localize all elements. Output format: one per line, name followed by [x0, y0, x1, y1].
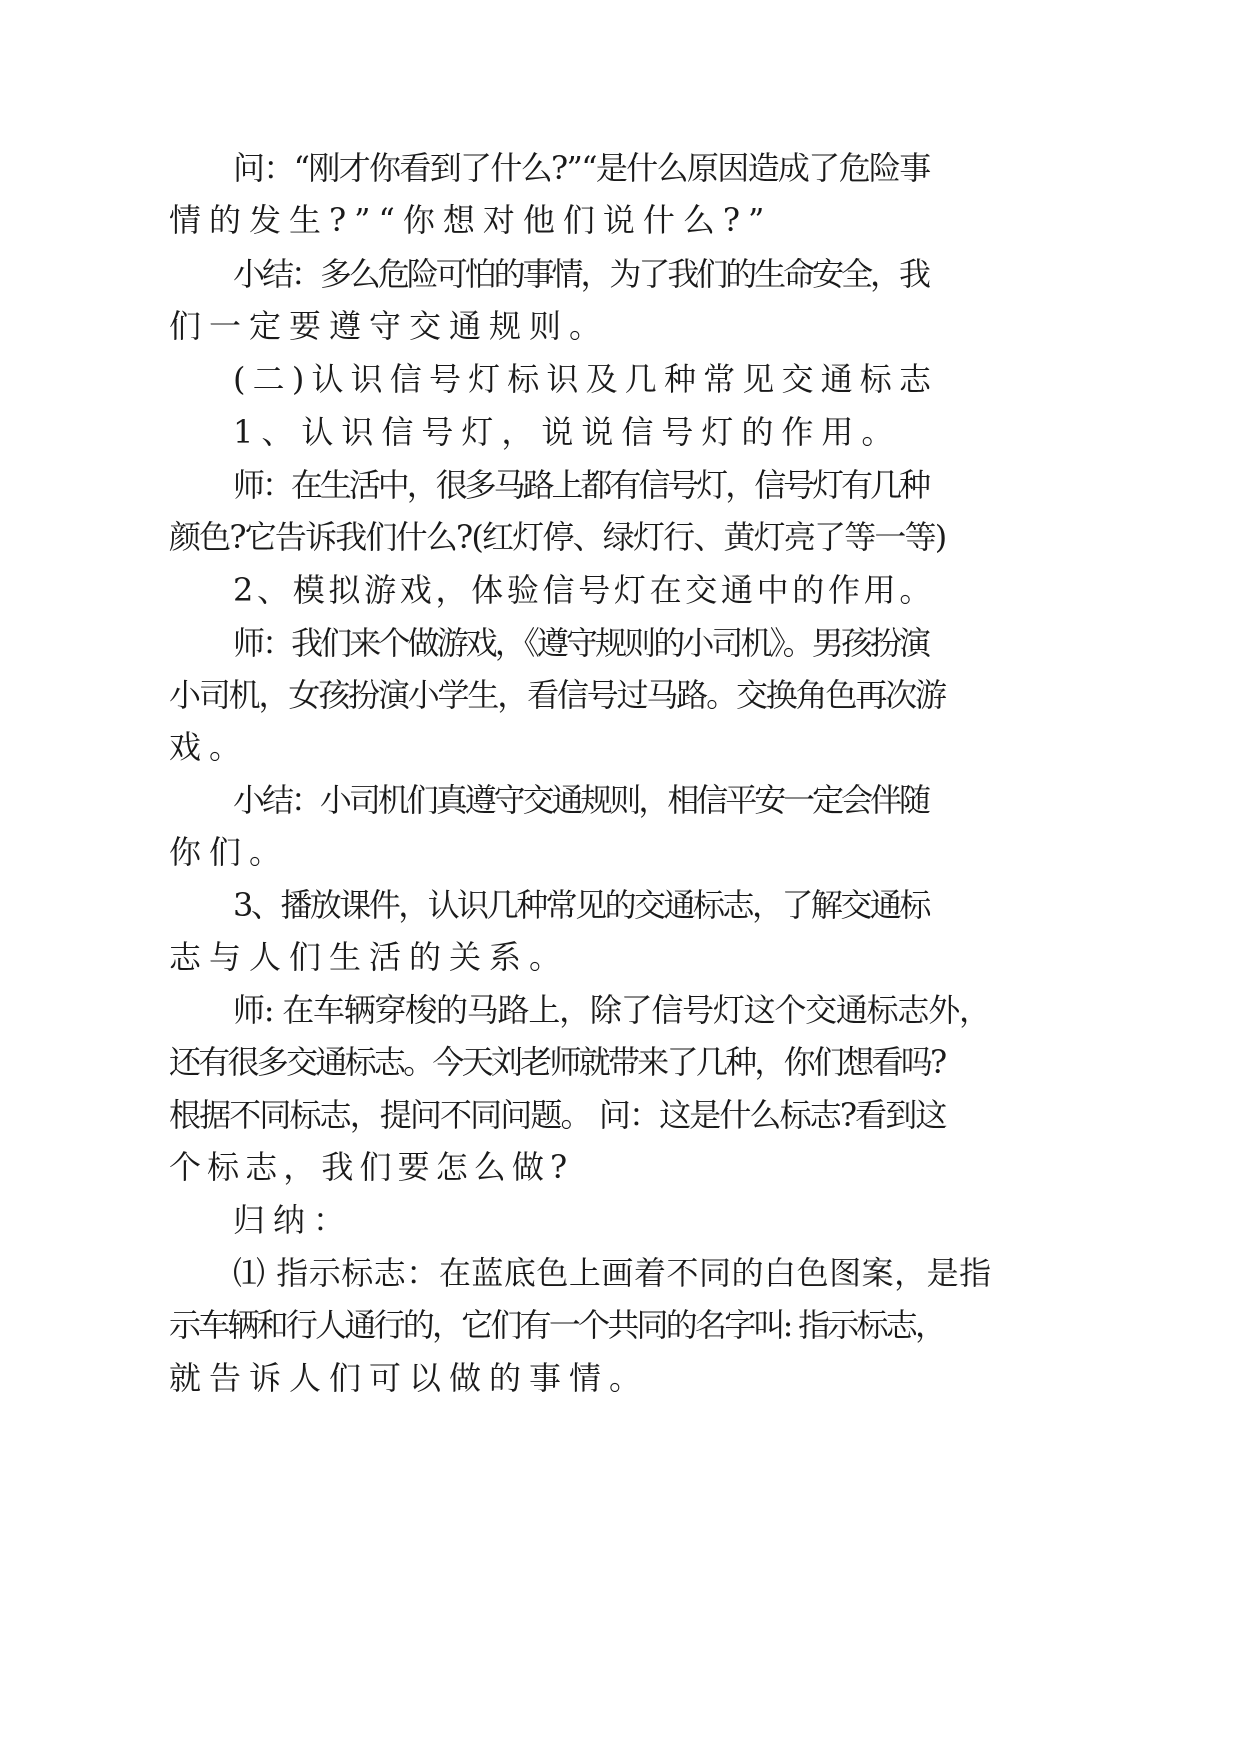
line-9: 2、模拟游戏，体验信号灯在交通中的作用。 [233, 571, 936, 609]
line-12: 戏。 [169, 728, 250, 766]
line-4: 们一定要遵守交通规则。 [169, 307, 610, 345]
line-6: 1、认识信号灯，说说信号灯的作用。 [233, 413, 902, 451]
line-22: ⑴ 指示标志：在蓝底色上画着不同的白色图案，是指 [233, 1254, 992, 1292]
line-13: 小结：小司机们真遵守交通规则，相信平安一定会伴随 [233, 781, 928, 819]
line-2: 情的发生?”“你想对他们说什么?” [169, 201, 773, 239]
line-24: 就告诉人们可以做的事情。 [169, 1359, 650, 1397]
line-17: 师: 在车辆穿梭的马路上，除了信号灯这个交通标志外， [233, 991, 990, 1029]
line-14: 你们。 [169, 833, 290, 871]
line-11: 小司机，女孩扮演小学生，看信号过马路。交换角色再次游 [169, 676, 945, 714]
line-10: 师：我们来个做游戏，《遵守规则的小司机》。男孩扮演 [233, 624, 929, 662]
line-20: 个标志，我们要怎么做? [169, 1148, 574, 1186]
line-16: 志与人们生活的关系。 [169, 938, 570, 976]
line-15: 3、播放课件，认识几种常见的交通标志，了解交通标 [233, 886, 929, 924]
line-19: 根据不同标志，提问不同问题。 问：这是什么标志?看到这 [169, 1096, 946, 1134]
line-21: 归纳： [233, 1201, 354, 1239]
line-7: 师：在生活中，很多马路上都有信号灯，信号灯有几种 [233, 466, 928, 504]
line-23: 示车辆和行人通行的，它们有一个共同的名字叫: 指示标志， [169, 1306, 945, 1344]
line-5: (二)认识信号灯标识及几种常见交通标志 [233, 360, 939, 398]
line-8: 颜色?它告诉我们什么?(红灯停、绿灯行、黄灯亮了等一等) [169, 518, 946, 556]
line-3: 小结：多么危险可怕的事情，为了我们的生命安全，我 [233, 255, 928, 293]
line-1: 问：“刚才你看到了什么?”“是什么原因造成了危险事 [233, 149, 930, 187]
line-18: 还有很多交通标志。今天刘老师就带来了几种，你们想看吗? [169, 1043, 945, 1081]
